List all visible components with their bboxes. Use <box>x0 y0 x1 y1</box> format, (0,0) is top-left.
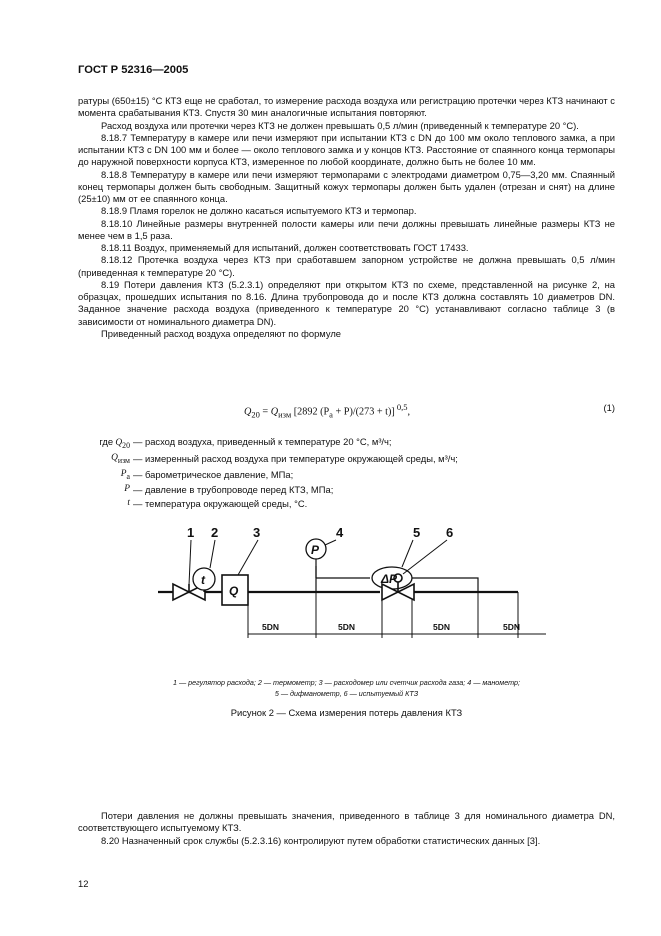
definition-text: — расход воздуха, приведенный к температуре 20 °С, м³/ч; <box>133 436 392 447</box>
paragraph: 8.18.12 Протечка воздуха через КТЗ при сработавшем запорном устройстве не должна превышать 0,5 л/мин (приведенная к температуре 20 °С). <box>78 254 615 278</box>
dim-label: 5DN <box>433 622 451 632</box>
dim-label: 5DN <box>262 622 280 632</box>
manometer-symbol: P <box>311 543 320 557</box>
page-number: 12 <box>78 878 89 889</box>
callout-6: 6 <box>446 525 454 540</box>
callout-2: 2 <box>211 525 219 540</box>
callout-1: 1 <box>187 525 195 540</box>
bottom-text <box>78 810 615 847</box>
dim-label: 5DN <box>338 622 356 632</box>
definition-symbol: где $Q_{20}$ <box>99 436 130 450</box>
figure-title: Рисунок 2 — Схема измерения потерь давления КТЗ <box>230 707 463 718</box>
definition-text: — температура окружающей среды, °С. <box>133 498 308 509</box>
formula-number: (1) <box>603 402 615 413</box>
thermometer-symbol: t <box>201 573 205 587</box>
paragraph: 8.18.8 Температуру в камере или печи измеряют термопарами с электродами диаметром 0,75—3,20 мм. Спаянный конец термопары должен быть свободным. Защитный кожух термопары должен быть удален (отрезан и снят) на длине (25±10) мм от ее спаянного конца. <box>78 168 615 204</box>
callout-numbers <box>187 525 453 540</box>
definition-symbol: t <box>127 498 130 508</box>
paragraph: ратуры (650±15) °С КТЗ еще не сработал, то измерение расхода воздуха или регистрацию протечки через КТЗ начинают с момента срабатывания КТЗ. Спустя 30 мин аналогичные испытания повторяют. <box>78 95 615 119</box>
paragraph: 8.18.9 Пламя горелок не должно касаться испытуемого КТЗ и термопар. <box>101 205 417 217</box>
document-header: ГОСТ Р 52316—2005 <box>78 64 189 76</box>
callout-3: 3 <box>253 525 261 540</box>
paragraph: Потери давления не должны превышать значения, приведенного в таблице 3 для номинального диаметра DN, соответствующего испытуемому КТЗ. <box>78 810 615 834</box>
paragraph: 8.18.11 Воздух, применяемый для испытаний, должен соответствовать ГОСТ 17433. <box>101 242 469 253</box>
paragraph: 8.20 Назначенный срок службы (5.2.3.16) контролируют путем обработки статистических данных [3]. <box>101 834 541 846</box>
figure-caption: 1 — регулятор расхода; 2 — термометр; 3 — расходомер или счетчик расхода газа; 4 — манометр; 5 — дифманометр, 6 — испытуемый КТЗ <box>172 678 521 698</box>
paragraph: 8.18.7 Температуру в камере или печи измеряют при испытании КТЗ с DN до 100 мм около теплового замка, а при испытании КТЗ с DN 100 мм и более — около теплового замка и у концов КТЗ. Расстояние от спаянного конца термопары до наружной поверхности корпуса КТЗ, измеренное по любой координате, должно быть не более 10 мм. <box>78 131 615 168</box>
definition-text: — измеренный расход воздуха при температуре окружающей среды, м³/ч; <box>133 453 458 465</box>
definition-symbol: $Q_{изм}$ <box>111 453 130 466</box>
dim-label: 5DN <box>503 622 521 632</box>
flowmeter-symbol: Q <box>229 584 239 598</box>
callout-4: 4 <box>336 525 344 540</box>
definition-symbol: $P_а$ <box>120 468 130 481</box>
definition-text: — давление в трубопроводе перед КТЗ, МПа; <box>133 484 334 496</box>
paragraph: 8.18.10 Линейные размеры внутренней полости камеры или печи должны превышать линейные размеры КТЗ не менее чем в 1,5 раза. <box>78 217 615 241</box>
formula-expression: $Q_{20} = Q_{изм}$ [2892 $(P_а + P)/(273 + t)$] $^{0,5}$, <box>244 402 411 420</box>
callout-5: 5 <box>413 525 421 540</box>
device-symbols <box>201 543 398 598</box>
paragraph: 8.19 Потери давления КТЗ (5.2.3.1) определяют при открытом КТЗ по схеме, представленной на рисунке 2, на образцах, прошедших испытания по 8.16. Длина трубопровода до и после КТЗ должна составлять 10 диаметров DN. Заданное значение расхода воздуха (приведенного к температуре 20 °С) устанавливают согласно таблице 3 (в зависимости от номинального диаметра DN). <box>78 278 615 327</box>
definition-symbol: P <box>124 484 130 495</box>
definition-text: — барометрическое давление, МПа; <box>133 468 294 480</box>
paragraph: Приведенный расход воздуха определяют по формуле <box>101 327 342 339</box>
difmanometer-symbol: ΔP <box>381 572 398 586</box>
paragraph: Расход воздуха или протечки через КТЗ не должен превышать 0,5 л/мин (приведенный к температуре 20 °С). <box>101 119 579 131</box>
dimension-labels <box>262 622 520 632</box>
